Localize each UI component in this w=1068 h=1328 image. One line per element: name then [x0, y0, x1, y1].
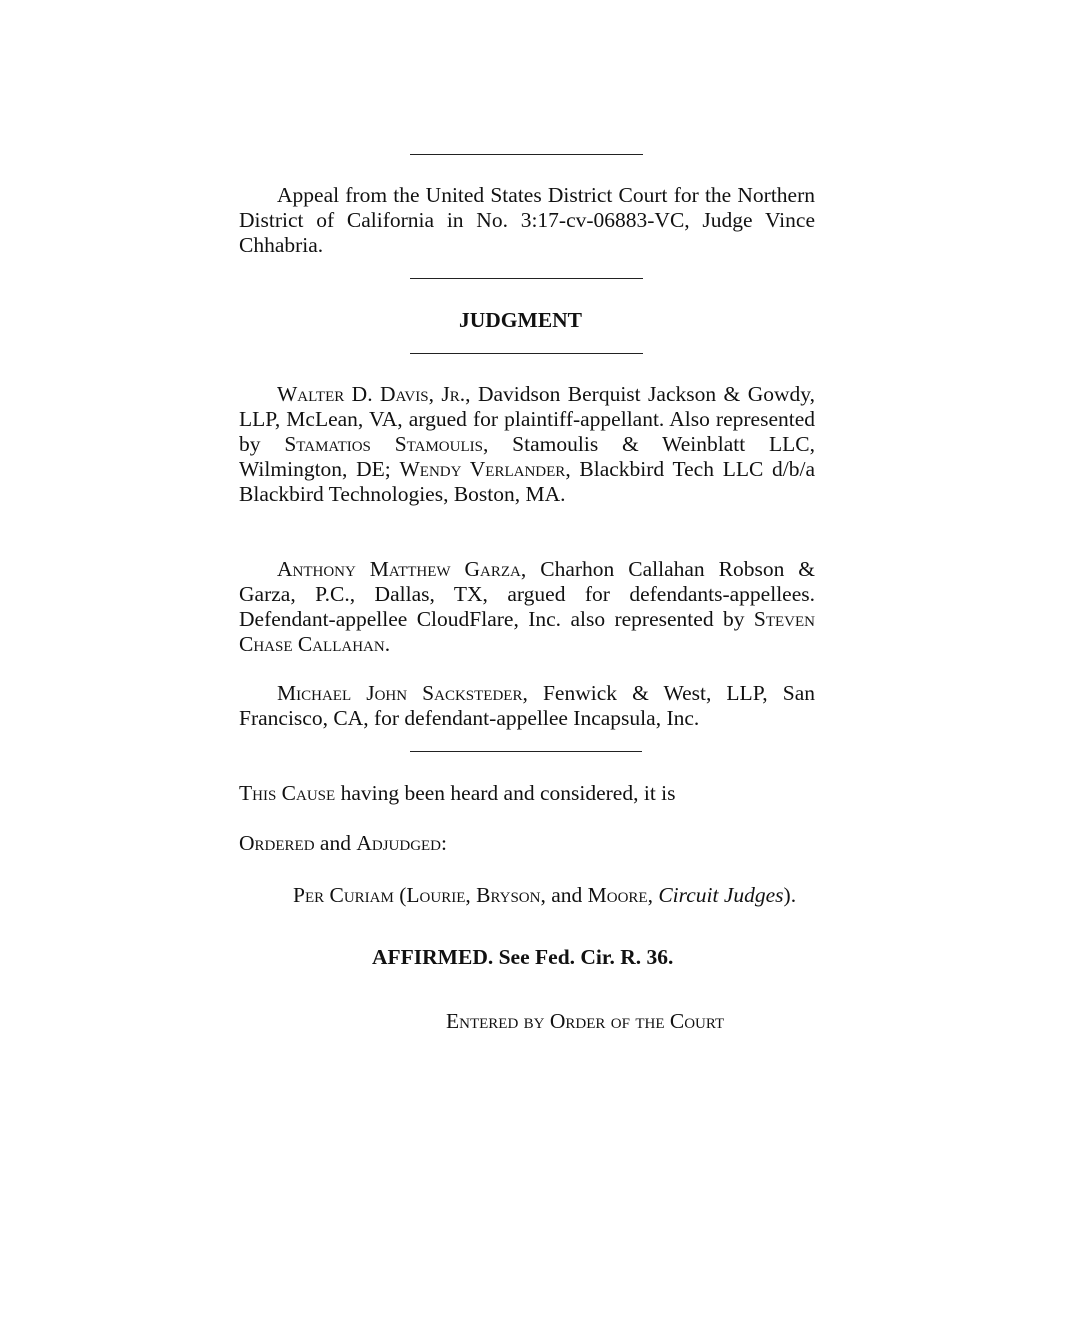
adjudged-caps: Adjudged	[356, 831, 442, 855]
ordered-text: :	[441, 831, 448, 855]
entered-by-order-line: Entered by Order of the Court	[446, 1009, 725, 1033]
affirmed-line: AFFIRMED. See Fed. Cir. R. 36.	[372, 945, 674, 969]
counsel-paragraph-appellant	[239, 382, 815, 507]
ordered-caps: Ordered	[239, 831, 315, 855]
per-curiam-text: ,	[465, 883, 477, 907]
attorney-name: Michael John Sacksteder	[277, 681, 523, 705]
counsel-text: , Stamoulis & Weinblatt LLC, Wilmington, DE;	[239, 432, 815, 481]
judge-name: Moore	[587, 883, 648, 907]
ordered-line	[239, 831, 447, 856]
circuit-judges-italic: Circuit Judges	[658, 883, 784, 907]
attorney-name: Walter D. Davis, Jr.	[277, 382, 466, 406]
per-curiam-text: (	[393, 883, 407, 907]
divider-rule	[410, 751, 642, 752]
attorney-name: Anthony Matthew Garza	[277, 557, 521, 581]
appeal-text: Appeal from the United States District Court for the Northern District of California in No. 3:17-cv-06883-VC, Judge Vince Chhabria.	[239, 183, 815, 257]
per-curiam-caps: Per Curiam	[293, 883, 394, 907]
counsel-text: , Fenwick & West, LLP, San Francisco, CA, for defendant-appellee Incapsula, Inc.	[239, 681, 815, 730]
per-curiam-text: , and	[540, 883, 588, 907]
divider-rule	[410, 353, 643, 354]
judge-name: Bryson	[476, 883, 541, 907]
counsel-paragraph-appellees	[239, 557, 815, 657]
cause-text: having been heard and considered, it is	[335, 781, 676, 805]
appeal-paragraph	[239, 183, 815, 258]
per-curiam-text: ,	[647, 883, 659, 907]
counsel-paragraph-incapsula	[239, 681, 815, 731]
divider-rule	[410, 154, 643, 155]
cause-line	[239, 781, 676, 806]
counsel-text: , Davidson Berquist Jackson & Gowdy, LLP, McLean, VA, argued for plaintiff-appellant. Also represented by	[239, 382, 815, 456]
per-curiam-paragraph	[239, 883, 799, 908]
judgment-heading: JUDGMENT	[459, 308, 583, 332]
attorney-name: Wendy Verlander	[399, 457, 566, 481]
per-curiam-text: ).	[783, 883, 797, 907]
ordered-text: and	[314, 831, 357, 855]
judge-name: Lourie	[406, 883, 466, 907]
divider-rule	[410, 278, 643, 279]
attorney-name: Stamatios Stamoulis	[284, 432, 483, 456]
cause-caps: This Cause	[239, 781, 336, 805]
attorney-name: Steven Chase Callahan	[239, 607, 815, 656]
counsel-text: , Charhon Callahan Robson & Garza, P.C., Dallas, TX, argued for defendants-appellees. Defendant-appellee CloudFlare, Inc. also represented by	[239, 557, 816, 631]
counsel-text: , Blackbird Tech LLC d/b/a Blackbird Technologies, Boston, MA.	[239, 457, 816, 506]
counsel-text: .	[384, 632, 391, 656]
